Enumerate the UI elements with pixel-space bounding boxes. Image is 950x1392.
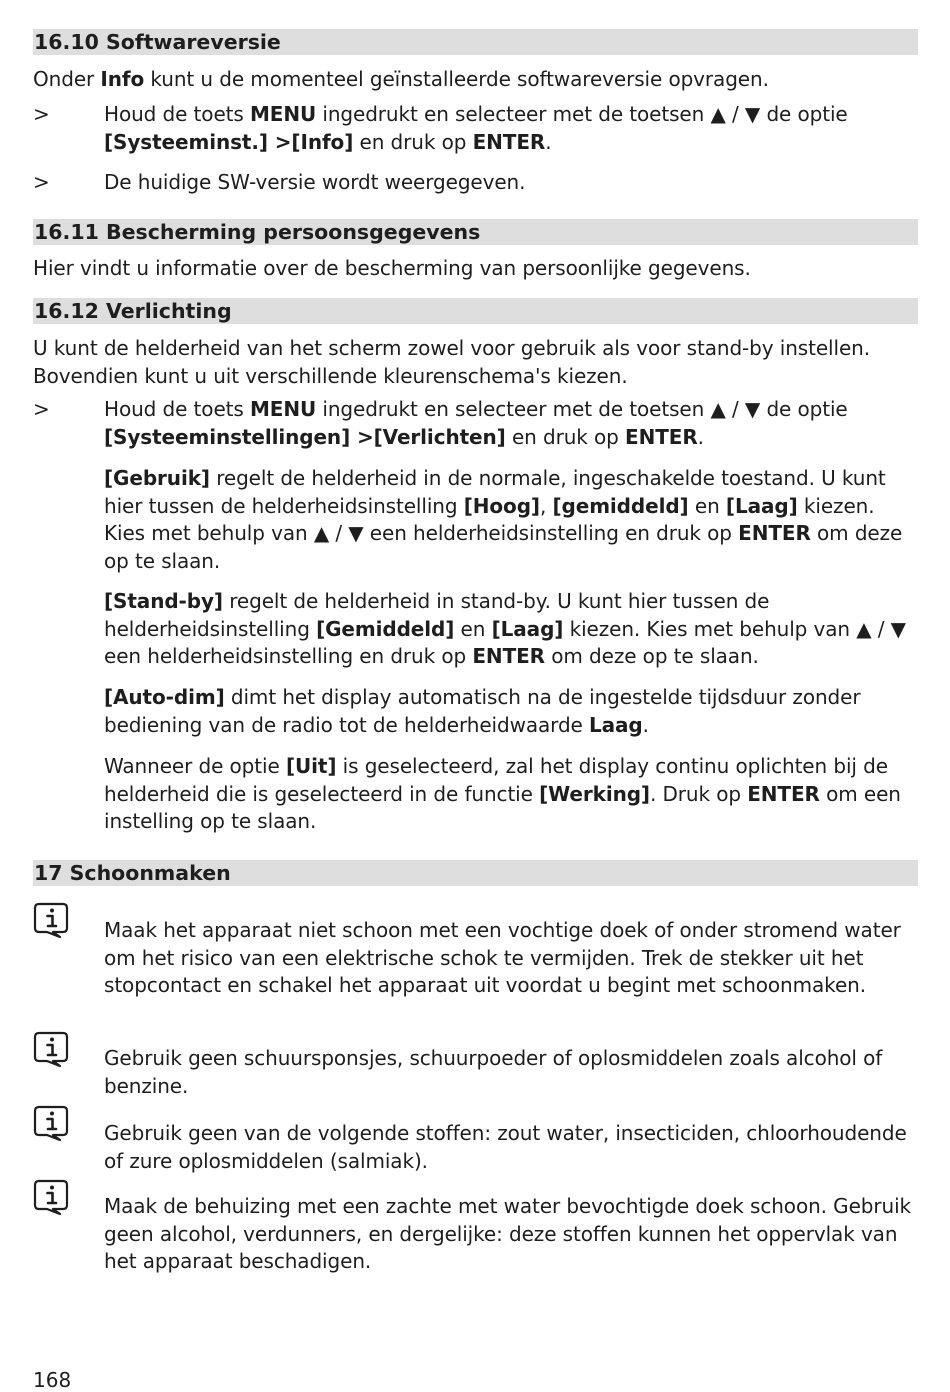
instruction-softwareversie: Houd de toets MENU ingedrukt en selecteer met de toetsen ▲ / ▼ de optie [Systeeminst.] >[Info] en druk op ENTER. (104, 102, 848, 154)
info-icon (33, 902, 69, 938)
bullet-marker: > (33, 102, 50, 126)
paragraph-softwareversie-intro: Onder Info kunt u de momenteel geïnstalleerde softwareversie opvragen. (33, 67, 769, 91)
note-geen-stoffen: Gebruik geen van de volgende stoffen: zout water, insecticiden, chloorhoudende of zure oplosmiddelen (salmiak). (104, 1121, 907, 1173)
section-heading-16-12: 16.12 Verlichting (33, 298, 918, 324)
page-number: 168 (33, 1368, 72, 1392)
instruction-verlichting: Houd de toets MENU ingedrukt en selecteer met de toetsen ▲ / ▼ de optie [Systeeminstellingen] >[Verlichten] en druk op ENTER. (104, 397, 848, 449)
section-heading-16-11: 16.11 Bescherming persoonsgegevens (33, 219, 918, 245)
bullet-marker: > (33, 397, 50, 421)
paragraph-stand-by: [Stand-by] regelt de helderheid in stand-by. U kunt hier tussen de helderheidsinstelling [Gemiddeld] en [Laag] kiezen. Kies met behulp van ▲ / ▼ een helderheidsinstelling en druk op ENTER om deze op te slaan. (104, 589, 906, 668)
section-heading-16-10: 16.10 Softwareversie (33, 29, 918, 55)
paragraph-auto-dim: [Auto-dim] dimt het display automatisch na de ingestelde tijdsduur zonder bediening van de radio tot de helderheidwaarde Laag. (104, 685, 861, 737)
info-icon (33, 1031, 69, 1067)
section-heading-17: 17 Schoonmaken (33, 860, 918, 886)
info-icon (33, 1105, 69, 1141)
note-geen-schuurmiddel: Gebruik geen schuursponsjes, schuurpoeder of oplosmiddelen zoals alcohol of benzine. (104, 1046, 883, 1098)
note-behuizing-schoonmaken: Maak de behuizing met een zachte met water bevochtigde doek schoon. Gebruik geen alcohol, verdunners, en dergelijke: deze stoffen kunnen het oppervlak van het apparaat beschadigen. (104, 1194, 912, 1273)
paragraph-uit: Wanneer de optie [Uit] is geselecteerd, zal het display continu oplichten bij de helderheid die is geselecteerd in de functie [Werking]. Druk op ENTER om een instelling op te slaan. (104, 754, 901, 833)
paragraph-verlichting-intro: U kunt de helderheid van het scherm zowel voor gebruik als voor stand-by instellen. Bovendien kunt u uit verschillende kleurenschema's kiezen. (33, 336, 870, 388)
instruction-sw-versie-result: De huidige SW-versie wordt weergegeven. (104, 170, 526, 194)
note-niet-vochtig: Maak het apparaat niet schoon met een vochtige doek of onder stromend water om het risico van een elektrische schok te vermijden. Trek de stekker uit het stopcontact en schakel het apparaat uit voordat u begint met schoonmaken. (104, 918, 901, 997)
paragraph-persoonsgegevens: Hier vindt u informatie over de bescherming van persoonlijke gegevens. (33, 256, 751, 280)
paragraph-gebruik: [Gebruik] regelt de helderheid in de normale, ingeschakelde toestand. U kunt hier tussen de helderheidsinstelling [Hoog], [gemiddeld] en [Laag] kiezen. Kies met behulp van ▲ / ▼ een helderheidsinstelling en druk op ENTER om deze op te slaan. (104, 466, 903, 573)
info-icon (33, 1179, 69, 1215)
bullet-marker: > (33, 170, 50, 194)
